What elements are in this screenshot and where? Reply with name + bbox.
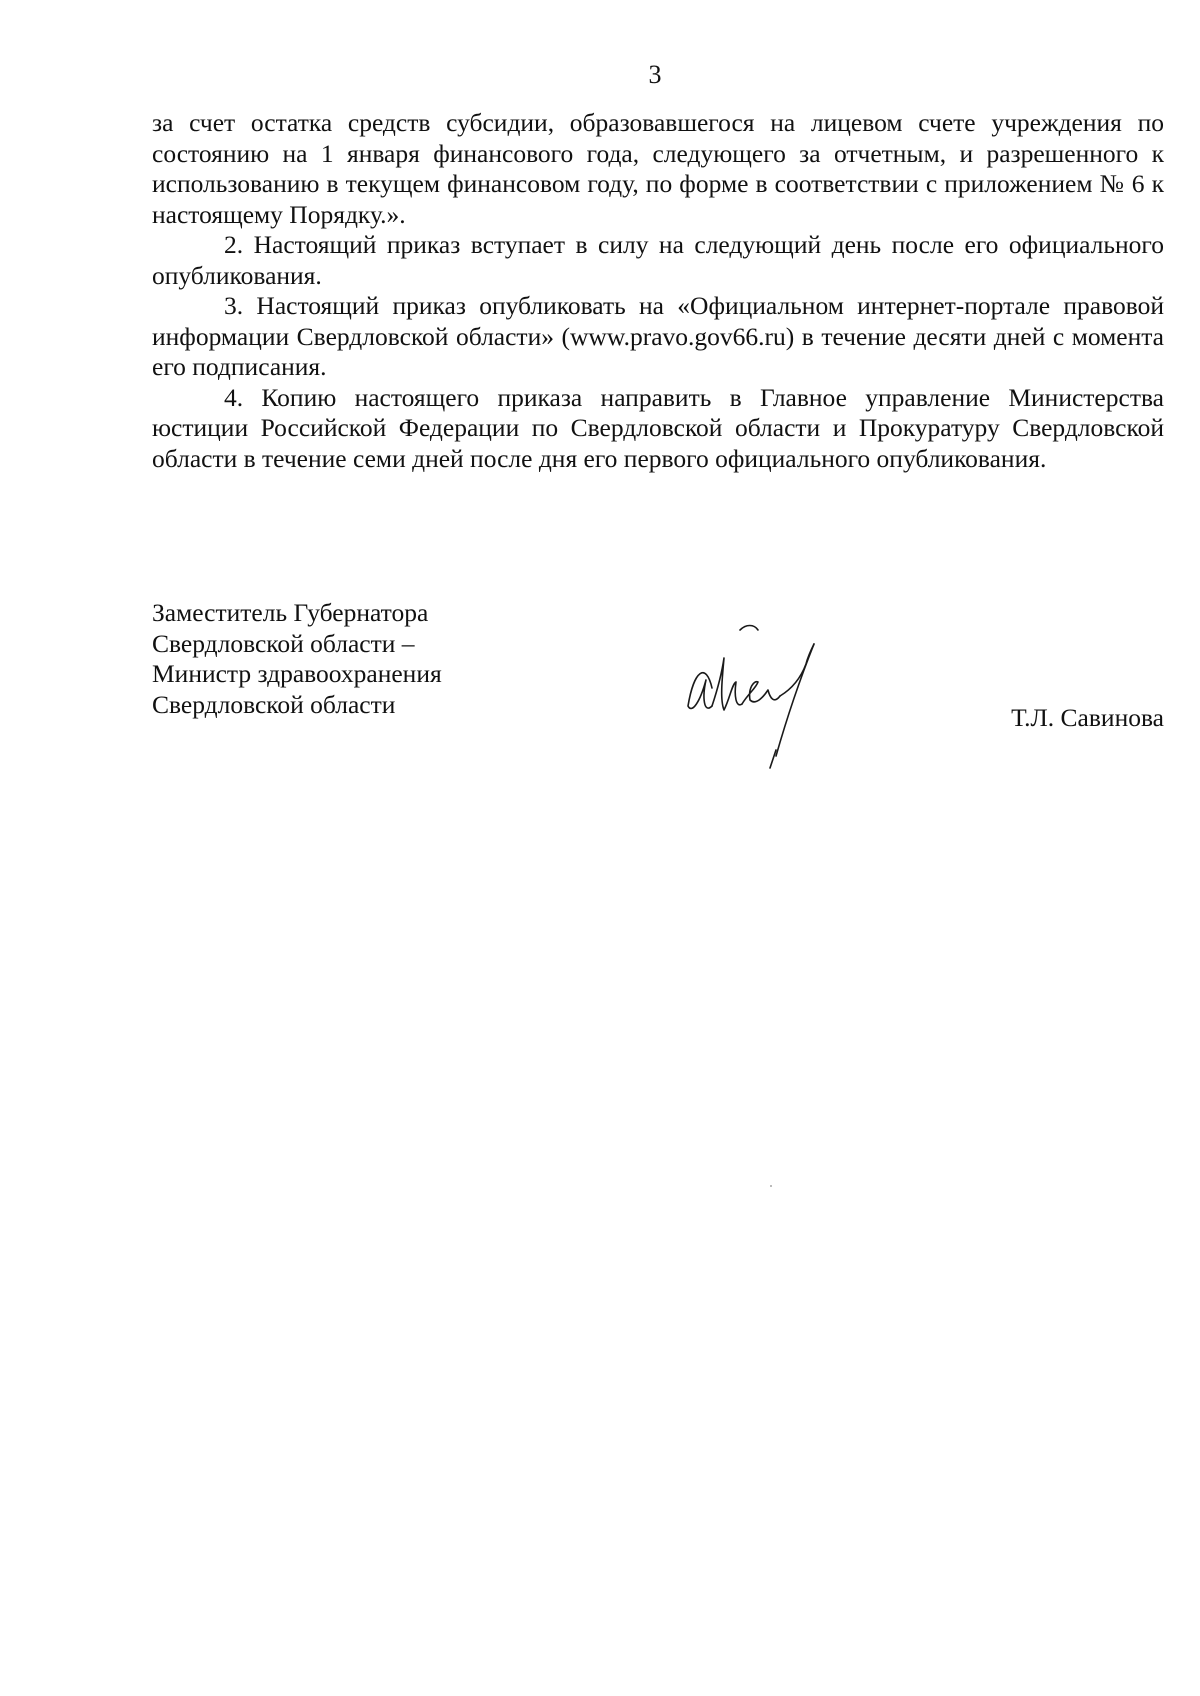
scan-speck	[770, 1185, 772, 1187]
signer-position-line: Министр здравоохранения	[152, 659, 442, 688]
signature-block	[152, 598, 1164, 778]
signer-position-line: Заместитель Губернатора	[152, 598, 429, 627]
paragraph-item-4: 4. Копию настоящего приказа направить в Главное управление Министерства юстиции Российской Федерации по Свердловской области и Прокуратуру Свердловской области в течение семи дней после дня его первого официального опубликования.	[152, 382, 1164, 473]
signer-position-line: Свердловской области	[152, 689, 396, 719]
signer-name: Т.Л. Савинова	[1011, 703, 1164, 732]
page-number: 3	[648, 60, 662, 89]
document-body	[152, 108, 1164, 474]
paragraph-item-3: 3. Настоящий приказ опубликовать на «Официальном интернет-портале правовой информации Свердловской области» (www.pravo.gov66.ru) в течение десяти дней с момента его подписания.	[152, 291, 1164, 381]
handwritten-signature	[672, 618, 872, 778]
signer-position	[152, 598, 442, 720]
paragraph-continuation: за счет остатка средств субсидии, образовавшегося на лицевом счете учреждения по состоянию на 1 января финансового года, следующего за отчетным, и разрешенного к использованию в текущем финансовом году, по форме в соответствии с приложением № 6 к настоящему Порядку.».	[152, 108, 1164, 229]
signer-position-line: Свердловской области –	[152, 628, 415, 658]
paragraph-item-2: 2. Настоящий приказ вступает в силу на следующий день после его официального опубликования.	[152, 230, 1164, 290]
